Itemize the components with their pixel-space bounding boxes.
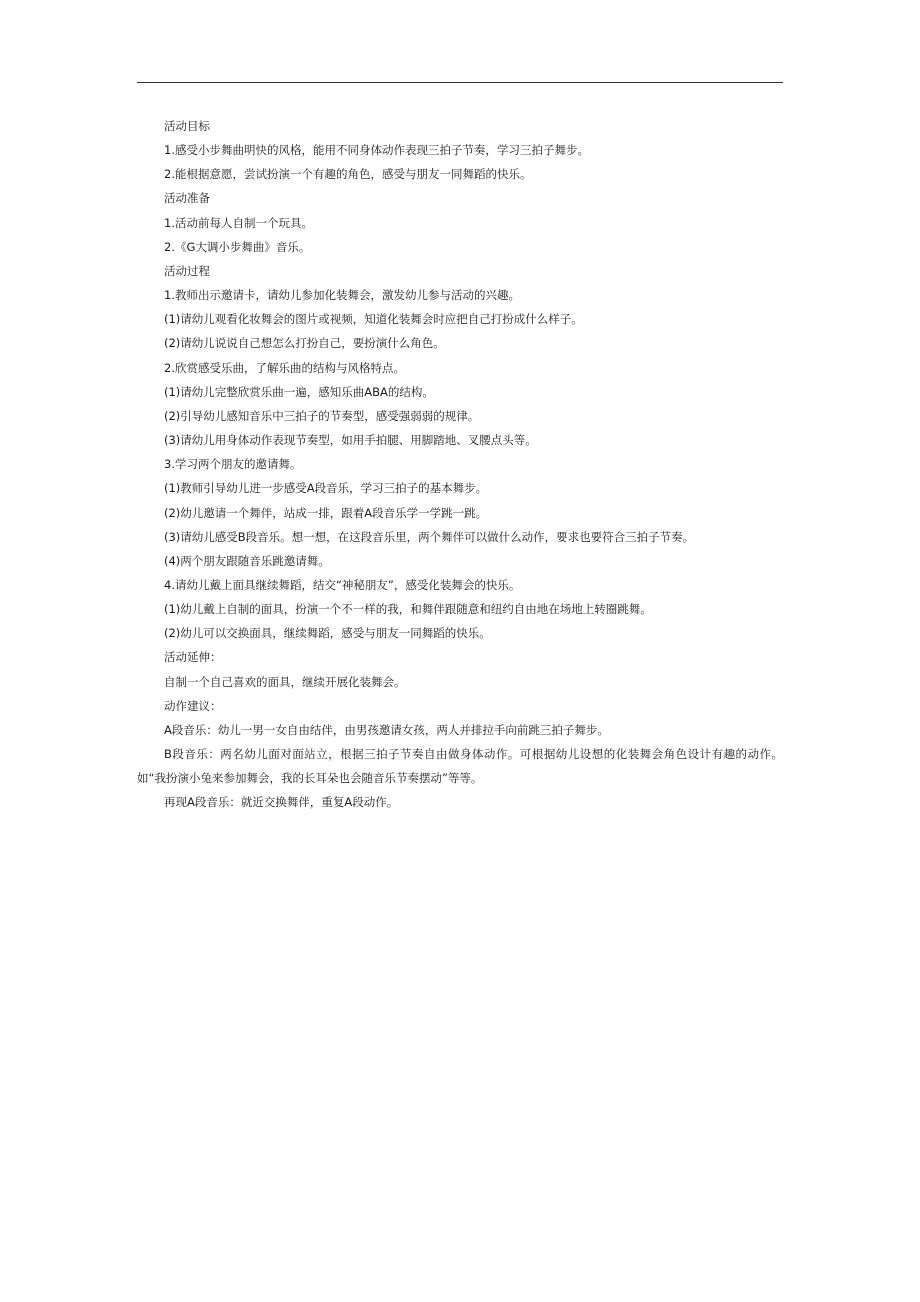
preparation-item-2: 2.《G大调小步舞曲》音乐。 [164, 239, 311, 254]
extension-item-1: 自制一个自己喜欢的面具，继续开展化装舞会。 [164, 674, 406, 689]
movement-suggestion-a: A段音乐：幼儿一男一女自由结伴，由男孩邀请女孩，两人并排拉手向前跳三拍子舞步。 [164, 722, 609, 737]
process-step-1: 1.教师出示邀请卡，请幼儿参加化装舞会，激发幼儿参与活动的兴趣。 [164, 288, 520, 303]
process-step-1-sub-1: (1)请幼儿观看化妆舞会的图片或视频，知道化装舞会时应把自己打扮成什么样子。 [164, 312, 583, 327]
process-step-2-sub-1: (1)请幼儿完整欣赏乐曲一遍，感知乐曲ABA的结构。 [164, 384, 434, 399]
section-heading-goals: 活动目标 [164, 119, 210, 133]
section-heading-extension: 活动延伸： [164, 650, 222, 665]
process-step-3: 3.学习两个朋友的邀请舞。 [164, 457, 302, 472]
goal-item-1: 1.感受小步舞曲明快的风格，能用不同身体动作表现三拍子节奏，学习三拍子舞步。 [164, 143, 589, 158]
process-step-2: 2.欣赏感受乐曲，了解乐曲的结构与风格特点。 [164, 360, 405, 375]
process-step-3-sub-3: (3)请幼儿感受B段音乐。想一想，在这段音乐里，两个舞伴可以做什么动作，要求也要符合三拍子节奏。 [164, 529, 695, 544]
movement-suggestion-a-reprise: 再现A段音乐：就近交换舞伴，重复A段动作。 [164, 795, 399, 810]
process-step-2-sub-3: (3)请幼儿用身体动作表现节奏型，如用手拍腿、用脚踏地、叉腰点头等。 [164, 433, 537, 448]
process-step-4: 4.请幼儿戴上面具继续舞蹈，结交“神秘朋友”，感受化装舞会的快乐。 [164, 577, 521, 592]
process-step-3-sub-1: (1)教师引导幼儿进一步感受A段音乐，学习三拍子的基本舞步。 [164, 481, 488, 496]
process-step-2-sub-2: (2)引导幼儿感知音乐中三拍子的节奏型，感受强弱弱的规律。 [164, 408, 480, 423]
process-step-1-sub-2: (2)请幼儿说说自己想怎么打扮自己，要扮演什么角色。 [164, 336, 445, 351]
process-step-3-sub-4: (4)两个朋友跟随音乐跳邀请舞。 [164, 553, 330, 568]
process-step-3-sub-2: (2)幼儿邀请一个舞伴，站成一排，跟着A段音乐学一学跳一跳。 [164, 505, 488, 520]
process-step-4-sub-2: (2)幼儿可以交换面具，继续舞蹈，感受与朋友一同舞蹈的快乐。 [164, 626, 491, 641]
preparation-item-1: 1.活动前每人自制一个玩具。 [164, 215, 313, 230]
goal-item-2: 2.能根据意愿，尝试扮演一个有趣的角色，感受与朋友一同舞蹈的快乐。 [164, 167, 532, 182]
document-body [137, 114, 783, 815]
movement-suggestion-b: B段音乐：两名幼儿面对面站立，根据三拍子节奏自由做身体动作。可根据幼儿设想的化装舞会角色设计有趣的动作。如“我扮演小兔来参加舞会，我的长耳朵也会随音乐节奏摆动”等等。 [137, 747, 783, 786]
process-step-4-sub-1: (1)幼儿戴上自制的面具，扮演一个不一样的我，和舞伴跟随意和纽约自由地在场地上转圈跳舞。 [164, 602, 652, 617]
section-heading-movement-suggestions: 动作建议： [164, 698, 222, 713]
header-rule [137, 82, 783, 83]
section-heading-process: 活动过程 [164, 263, 210, 278]
section-heading-preparation: 活动准备 [164, 191, 210, 206]
